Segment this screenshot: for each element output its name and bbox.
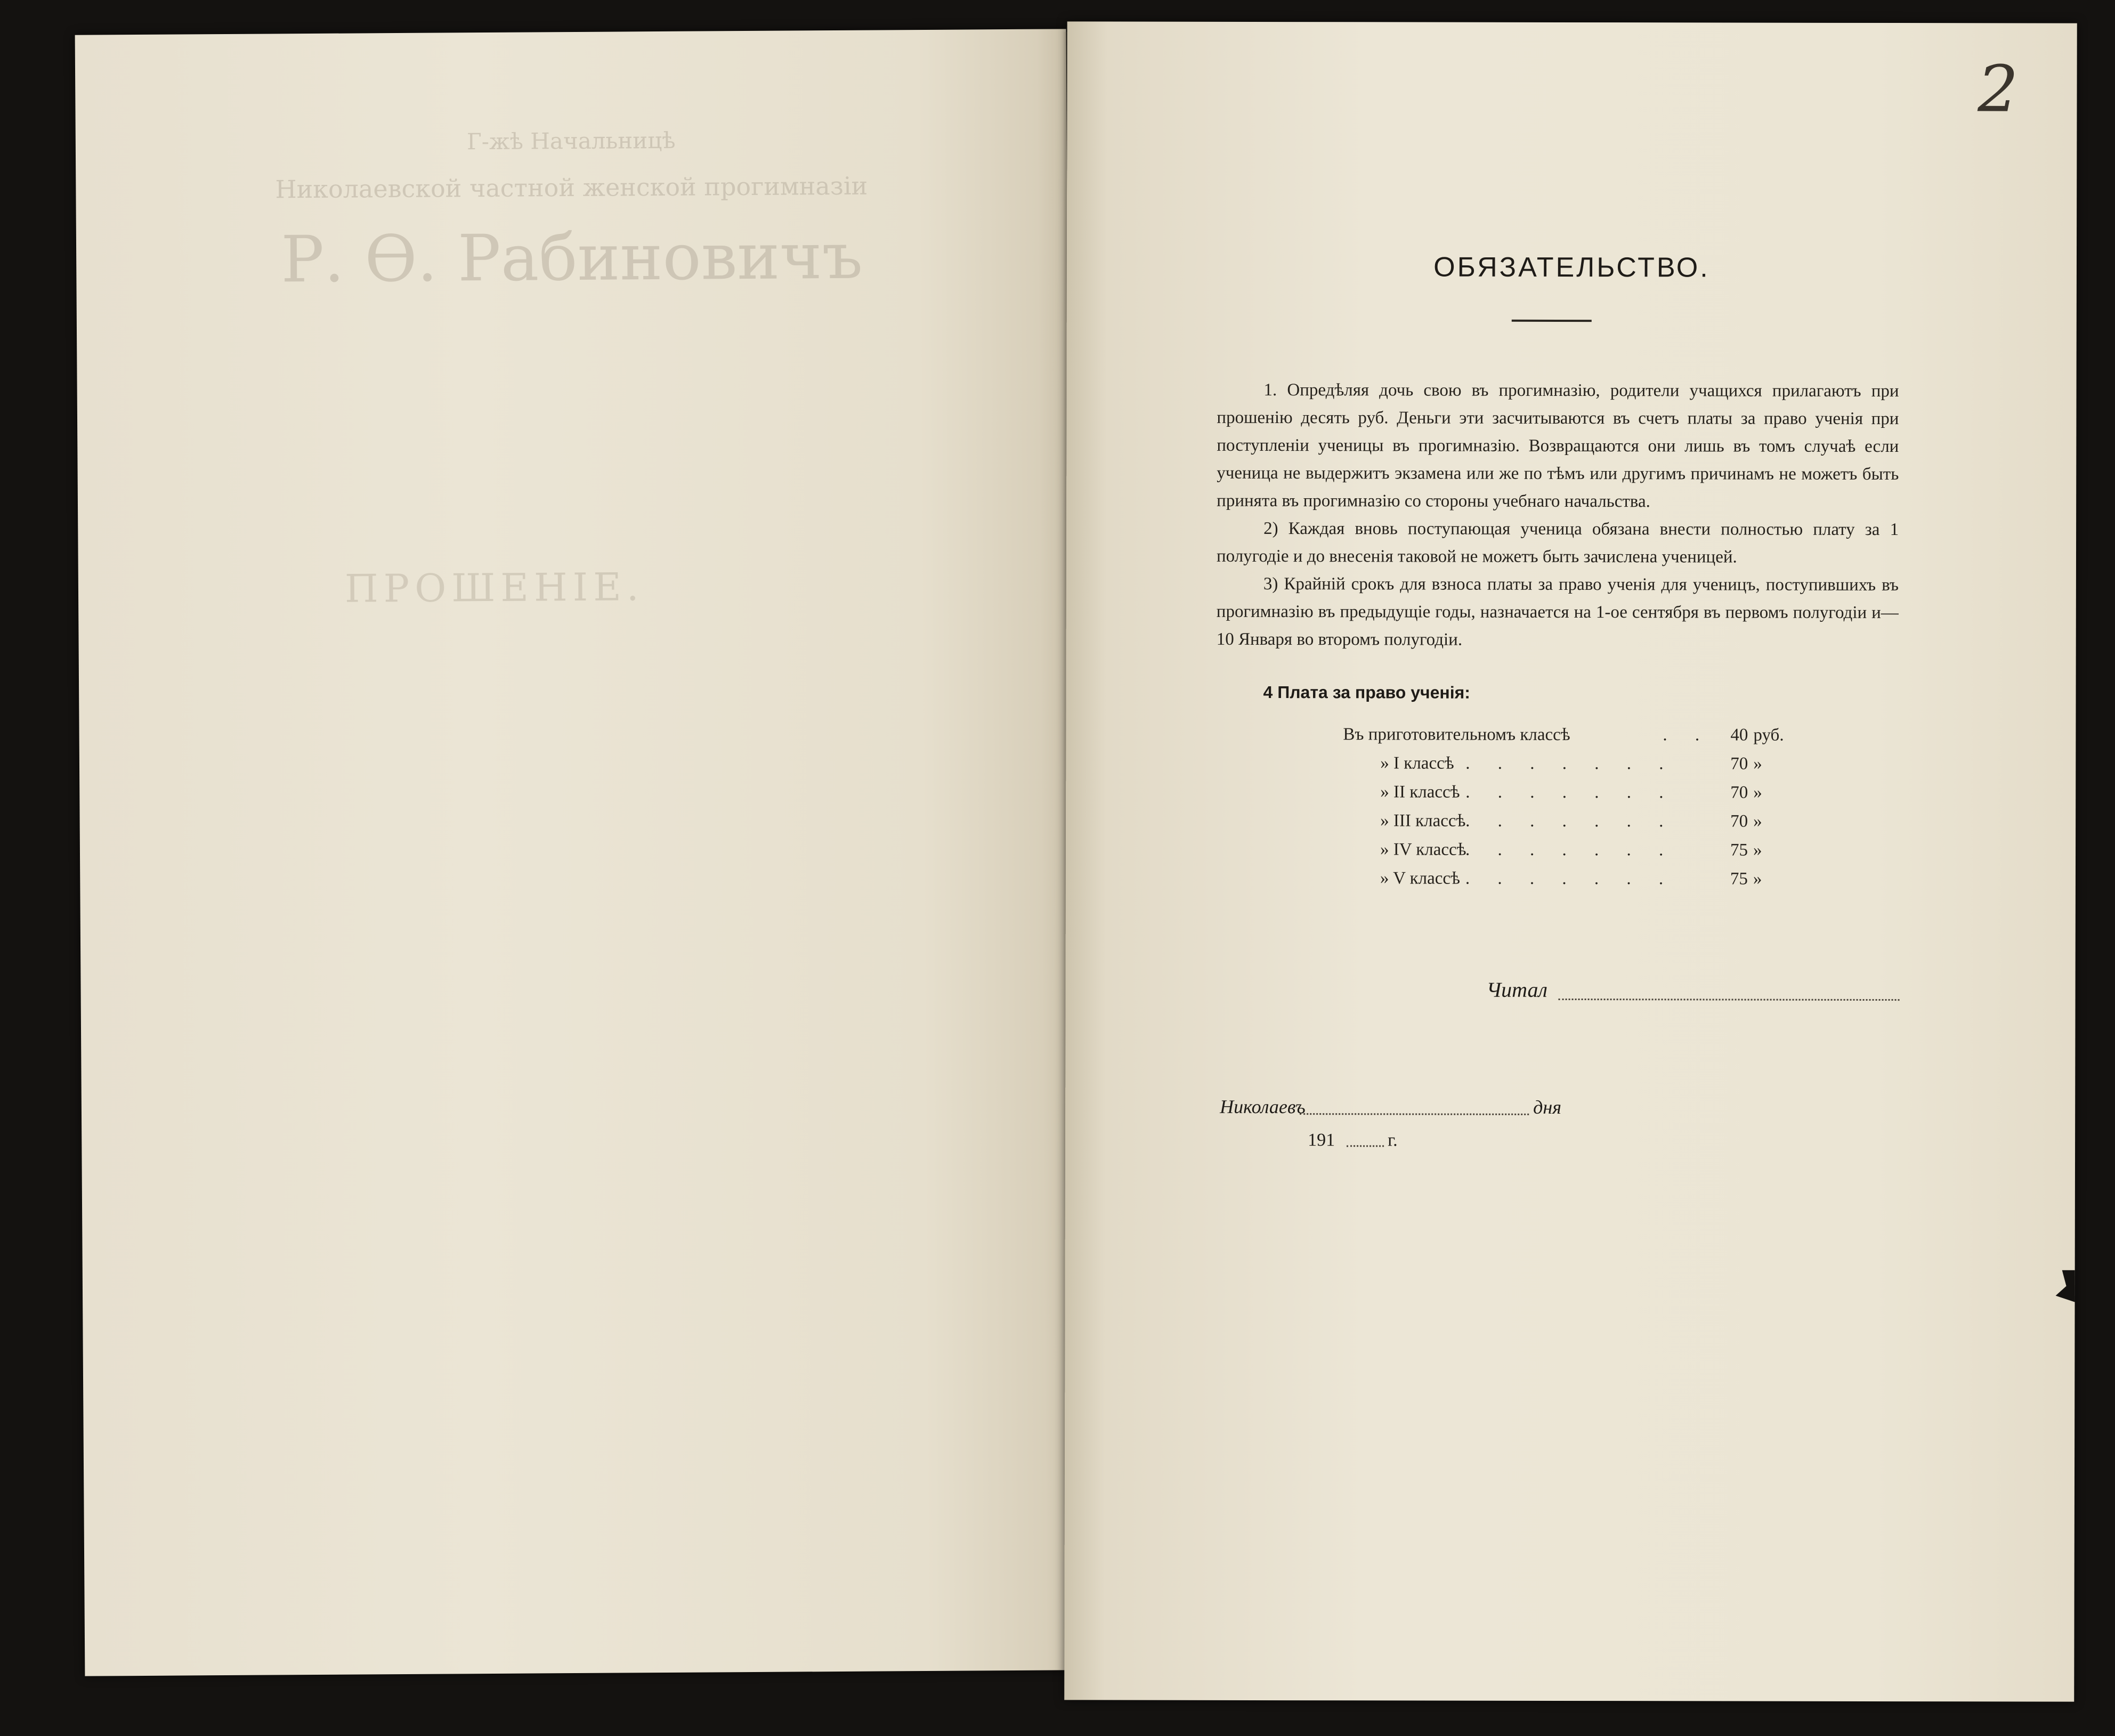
fee-amount: 70: [1730, 754, 1748, 774]
fee-amount: 75: [1730, 869, 1748, 889]
fee-leader-dots: . . . . . . .: [1465, 840, 1675, 860]
day-label: дня: [1533, 1096, 1562, 1118]
fees-heading: 4 Плата за право ученія:: [1263, 682, 1471, 702]
read-signature-line: [1559, 999, 1900, 1001]
fee-leader-dots: . . . . . . .: [1465, 811, 1675, 831]
show-through-line: ПРОШЕНІЕ.: [344, 564, 644, 611]
title-rule: [1512, 320, 1592, 322]
clause-1: 1. Опредѣляя дочь свою въ прогимназію, родители учащихся прилагаютъ при прошенію десять руб. Деньги эти засчитываются въ счетъ платы за право ученія при поступленіи ученицы въ прогимназію. Возвращаются они лишь въ томъ случаѣ если ученица не выдержитъ экзамена или же по тѣмъ или другимъ причинамъ не можетъ быть принята въ прогимназію со стороны учебнаго начальства.: [1217, 380, 1899, 512]
city-label: Николаевъ: [1220, 1096, 1306, 1118]
fee-class-label: » III классѣ: [1380, 811, 1466, 831]
right-page: [1064, 21, 2077, 1701]
fee-amount: 40: [1730, 725, 1748, 745]
fee-table: [1343, 720, 1784, 893]
date-blank-line: [1300, 1113, 1529, 1115]
clauses: [1217, 376, 1899, 654]
fee-row: [1343, 835, 1762, 864]
fee-unit: »: [1753, 783, 1762, 802]
fee-leader-dots: . . . . . . .: [1465, 869, 1675, 889]
left-page: [75, 29, 1076, 1676]
fee-class-label: » I классѣ: [1380, 753, 1454, 773]
fee-amount: 70: [1730, 783, 1748, 802]
show-through-line: Николаевской частной женской прогимназіи: [275, 171, 868, 204]
year-blank-line: [1347, 1145, 1384, 1147]
fee-row: [1343, 749, 1762, 778]
fee-row: [1343, 777, 1762, 807]
fee-leader-dots: . . . . . . .: [1465, 782, 1675, 802]
year-suffix: г.: [1388, 1130, 1398, 1150]
fee-row: [1343, 864, 1762, 893]
clause-3: 3) Крайній срокъ для взноса платы за право ученія для ученицъ, поступившихъ въ прогимназію въ предыдущіе годы, назначается на 1-ое сентября въ первомъ полугодіи и—10 Января во второмъ полугодіи.: [1216, 574, 1899, 650]
fee-unit: руб.: [1753, 725, 1784, 745]
fee-unit: »: [1753, 840, 1762, 860]
paper-tear: [2054, 1270, 2075, 1302]
fee-unit: »: [1753, 754, 1762, 774]
fee-class-label: » II классѣ: [1380, 782, 1460, 802]
fee-leader-dots: . .: [1663, 725, 1712, 745]
fee-class-label: » IV классѣ: [1380, 840, 1466, 859]
fee-unit: »: [1753, 869, 1762, 889]
show-through-line: Г-жѣ Начальницѣ: [466, 127, 676, 155]
fee-row: [1343, 806, 1762, 835]
fee-class-label: » V классѣ: [1380, 869, 1460, 888]
read-label: Читал: [1486, 977, 1547, 1002]
fee-leader-dots: . . . . . . .: [1465, 753, 1675, 774]
fee-row: [1343, 720, 1784, 749]
year-prefix: 191: [1308, 1130, 1335, 1150]
fee-unit: »: [1753, 812, 1762, 831]
fee-class-label: Въ приготовительномъ классѣ: [1343, 725, 1570, 744]
document-title: ОБЯЗАТЕЛЬСТВО.: [1433, 252, 1710, 283]
fee-amount: 70: [1730, 812, 1748, 831]
clause-2: 2) Каждая вновь поступающая ученица обязана внести полностью плату за 1 полугодіе и до внесенія таковой не можетъ быть зачислена ученицей.: [1216, 518, 1899, 567]
show-through-line: Р. Ө. Рабиновичъ: [280, 219, 863, 297]
page-number: 2: [1978, 52, 2019, 127]
fee-amount: 75: [1730, 840, 1748, 860]
